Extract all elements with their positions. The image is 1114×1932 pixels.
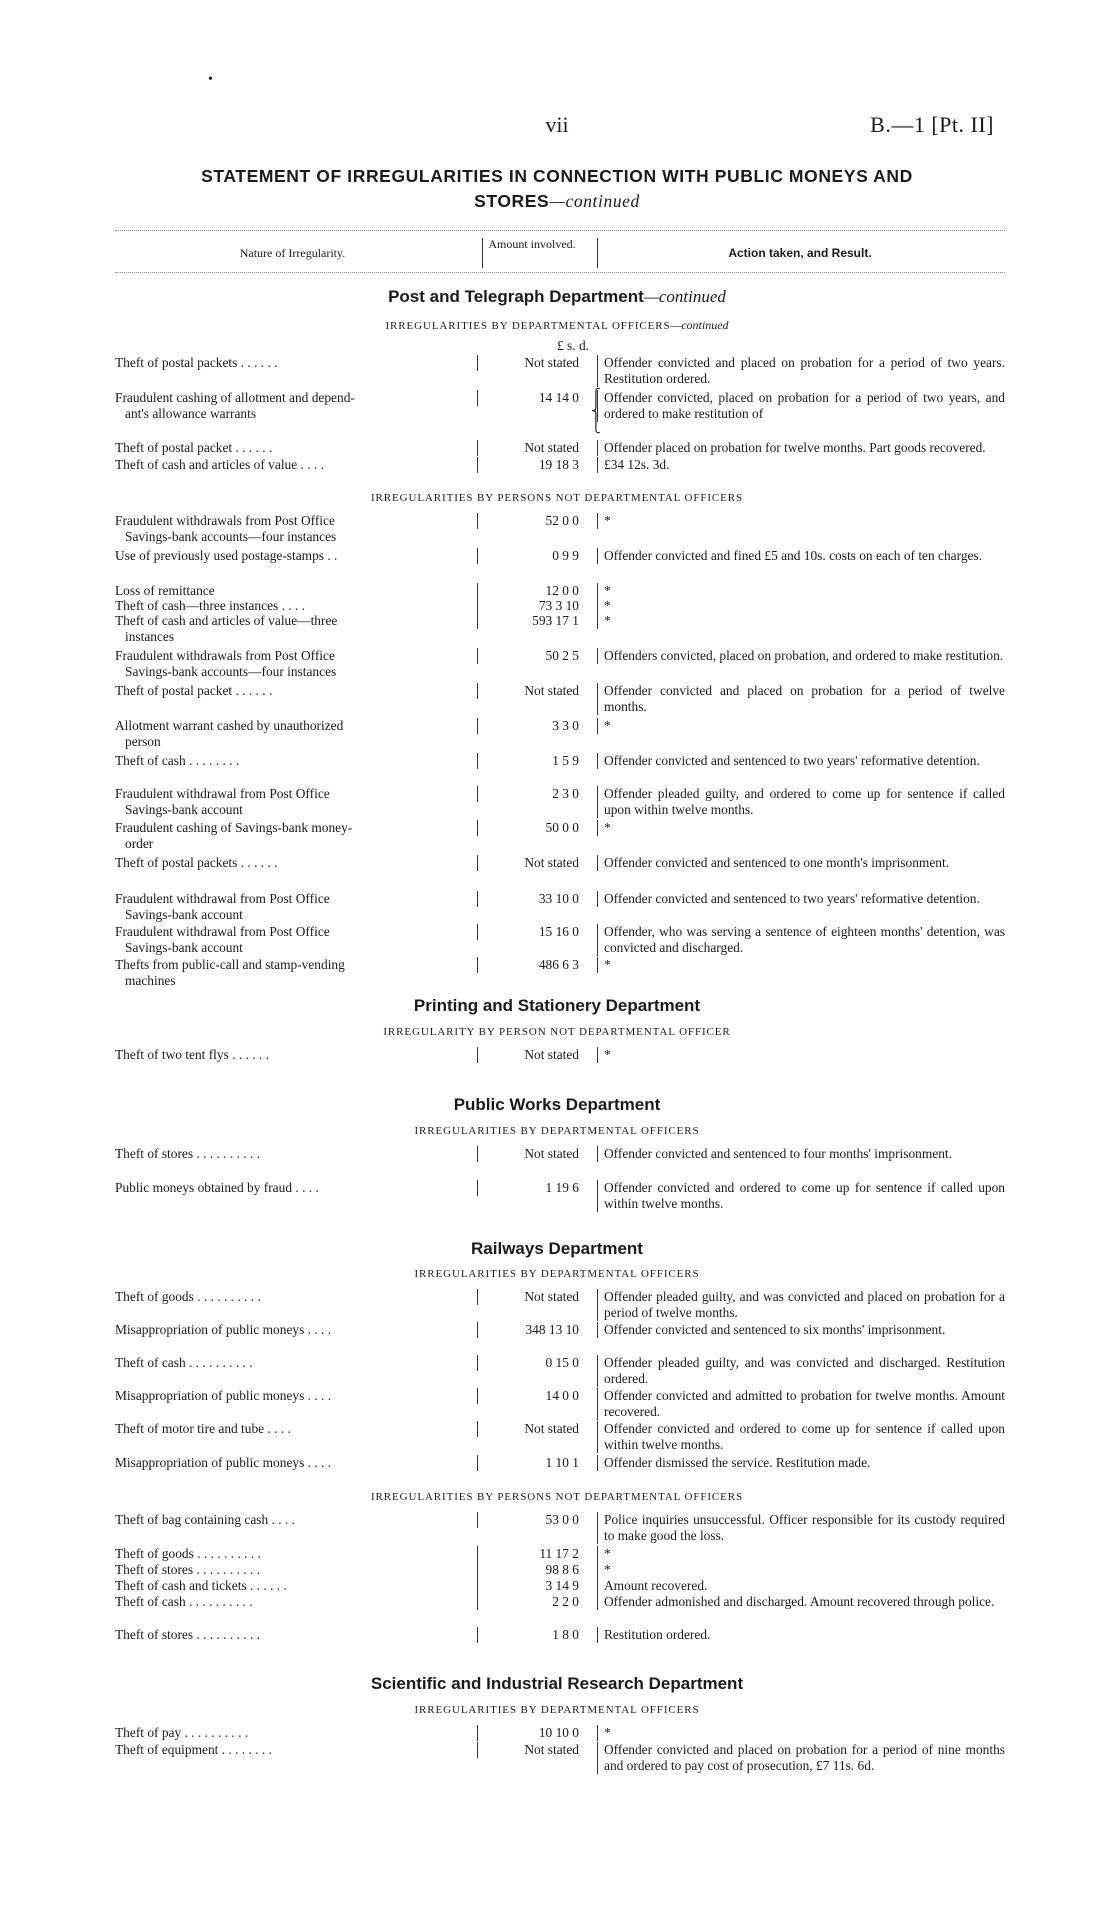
action-result: Offenders convicted, placed on probation, and ordered to make restitution. [597,648,1005,664]
nature-line: Use of previously used postage-stamps . . [115,548,338,563]
irregularity-nature [115,390,473,422]
amount-involved: 10 10 0 [477,1725,589,1741]
nature-line: Theft of pay . . . . . . . . . . [115,1725,249,1740]
irregularity-nature [115,718,473,750]
action-result: Offender convicted and sentenced to two years' reformative detention. [597,891,1005,907]
action-result: * [597,613,1005,629]
nature-line: Fraudulent withdrawals from Post Office [115,513,335,528]
action-result: £34 12s. 3d. [597,457,1005,473]
irregularity-nature [115,1047,473,1063]
irregularity-nature [115,1455,473,1471]
nature-line: Theft of motor tire and tube . . . . [115,1421,291,1436]
amount-involved: 73 3 10 [477,598,589,614]
action-result: Offender convicted and placed on probation for a period of two years. Restitution ordered. [597,355,1005,387]
header-rule-bottom [115,272,1005,273]
nature-line: machines [125,973,176,988]
section-heading: Scientific and Industrial Research Department [370,1674,744,1693]
title-line-1: STATEMENT OF IRREGULARITIES IN CONNECTION WITH PUBLIC MONEYS AND [201,166,913,186]
nature-line: Theft of cash—three instances . . . . [115,598,306,613]
irregularity-nature [115,1289,473,1305]
action-result: Offender convicted and ordered to come up for sentence if called upon within twelve months. [597,1421,1005,1453]
irregularity-nature [115,683,473,699]
amount-involved: 3 3 0 [477,718,589,734]
action-result: * [597,718,1005,734]
nature-line: Fraudulent cashing of allotment and depend- [115,390,355,405]
grouping-brace: ⎧ ⎨ ⎩ [591,388,601,433]
irregularity-nature [115,1421,473,1437]
irregularity-nature [115,820,473,852]
nature-line: person [125,734,161,749]
amount-involved: 1 8 0 [477,1627,589,1643]
nature-line: Theft of goods . . . . . . . . . . [115,1289,261,1304]
irregularity-nature [115,855,473,871]
irregularity-nature [115,1562,473,1578]
section-heading [0,287,1114,307]
irregularity-nature [115,440,473,456]
section-heading-continued: —continued [643,287,726,306]
subheading-text: IRREGULARITIES BY DEPARTMENTAL OFFICERS [385,320,671,332]
amount-involved: Not stated [477,355,589,371]
action-result: Offender convicted and placed on probation for a period of nine months and ordered to pay cost of prosecution, £7 11s. 6d. [597,1742,1005,1774]
irregularity-nature [115,1146,473,1162]
amount-involved: 0 15 0 [477,1355,589,1371]
action-result: * [597,957,1005,973]
amount-involved: Not stated [477,1742,589,1758]
title-line-2-text: STORES [474,191,550,211]
action-result: Offender convicted and placed on probation for a period of twelve months. [597,683,1005,715]
amount-involved: Not stated [477,1146,589,1162]
nature-line: Fraudulent withdrawal from Post Office [115,924,330,939]
section-heading: Printing and Stationery Department [413,996,701,1015]
nature-line: Theft of cash and articles of value . . . . [115,457,324,472]
irregularity-nature [115,1627,473,1643]
section-subheading: IRREGULARITIES BY DEPARTMENTAL OFFICERS [414,1268,700,1280]
action-result: Amount recovered. [597,1578,1005,1594]
page-number: vii [545,112,569,137]
section-subheading: IRREGULARITIES BY DEPARTMENTAL OFFICERS [414,1704,700,1716]
irregularity-nature [115,513,473,545]
nature-line: Misappropriation of public moneys . . . . [115,1388,332,1403]
amount-involved: 52 0 0 [477,513,589,529]
amount-involved: 1 19 6 [477,1180,589,1196]
currency-units: £ s. d. [557,338,589,353]
nature-line: Theft of postal packet . . . . . . [115,683,273,698]
action-result: Police inquiries unsuccessful. Officer responsible for its custody required to make good the loss. [597,1512,1005,1544]
nature-line: instances [125,629,175,644]
column-header-amount: Amount involved. [488,237,576,251]
section-subheading: IRREGULARITIES BY PERSONS NOT DEPARTMENTAL OFFICERS [370,492,744,504]
column-divider [597,238,598,268]
title-line-2 [110,189,1004,214]
action-result: * [597,513,1005,529]
column-header-action: Action taken, and Result. [728,246,872,260]
nature-line: order [125,836,154,851]
action-result: Offender admonished and discharged. Amount recovered through police. [597,1594,1005,1610]
action-result: Offender convicted and admitted to probation for twelve months. Amount recovered. [597,1388,1005,1420]
nature-line: Theft of cash . . . . . . . . . . [115,1355,253,1370]
irregularity-nature [115,1512,473,1528]
action-result: Offender convicted and ordered to come up for sentence if called upon within twelve months. [597,1180,1005,1212]
amount-involved: 1 10 1 [477,1455,589,1471]
irregularity-nature [115,548,473,564]
section-subheading [0,318,1114,333]
nature-line: Misappropriation of public moneys . . . . [115,1322,332,1337]
amount-involved: 14 14 0 [477,390,589,406]
irregularity-nature [115,1180,473,1196]
action-result: Offender convicted and sentenced to six months' imprisonment. [597,1322,1005,1338]
action-result: * [597,598,1005,614]
irregularity-nature [115,957,473,989]
irregularity-nature [115,1594,473,1610]
action-result: Offender placed on probation for twelve months. Part goods recovered. [597,440,1005,456]
amount-involved: Not stated [477,683,589,699]
amount-involved: 98 8 6 [477,1562,589,1578]
action-result: * [597,1562,1005,1578]
nature-line: Public moneys obtained by fraud . . . . [115,1180,319,1195]
nature-line: Theft of bag containing cash . . . . [115,1512,295,1527]
action-result: Offender, who was serving a sentence of eighteen months' detention, was convicted and discharged. [597,924,1005,956]
action-result: * [597,1546,1005,1562]
amount-involved: Not stated [477,440,589,456]
amount-involved: Not stated [477,855,589,871]
action-result: Offender pleaded guilty, and was convicted and discharged. Restitution ordered. [597,1355,1005,1387]
irregularity-nature [115,1355,473,1371]
nature-line: Theft of postal packets . . . . . . [115,355,278,370]
nature-line: ant's allowance warrants [125,406,257,421]
nature-line: Theft of cash and articles of value—three [115,613,338,628]
amount-involved: Not stated [477,1047,589,1063]
irregularity-nature [115,786,473,818]
section-subheading: IRREGULARITIES BY DEPARTMENTAL OFFICERS [414,1125,700,1137]
action-result: Offender convicted, placed on probation for a period of two years, and ordered to make restitution of [597,390,1005,422]
irregularity-nature [115,924,473,956]
nature-line: Theft of cash . . . . . . . . [115,753,240,768]
irregularity-nature [115,457,473,473]
action-result: Offender dismissed the service. Restitution made. [597,1455,1005,1471]
amount-involved: 50 2 5 [477,648,589,664]
action-result: Offender convicted and sentenced to one month's imprisonment. [597,855,1005,871]
irregularity-nature [115,1578,473,1594]
irregularity-nature [115,355,473,371]
section-subheading: IRREGULARITIES BY PERSONS NOT DEPARTMENTAL OFFICERS [370,1491,744,1503]
nature-line: Theft of cash . . . . . . . . . . [115,1594,253,1609]
nature-line: Theft of goods . . . . . . . . . . [115,1546,261,1561]
irregularity-nature [115,1725,473,1741]
nature-line: Fraudulent withdrawal from Post Office [115,891,330,906]
nature-line: Theft of stores . . . . . . . . . . [115,1146,261,1161]
nature-line: Theft of two tent flys . . . . . . [115,1047,269,1062]
nature-line: Savings-bank accounts—four instances [125,529,337,544]
nature-line: Theft of postal packet . . . . . . [115,440,273,455]
irregularity-nature [115,583,473,599]
irregularity-nature [115,1546,473,1562]
amount-involved: Not stated [477,1421,589,1437]
nature-line: Loss of remittance [115,583,215,598]
amount-involved: 2 2 0 [477,1594,589,1610]
nature-line: Theft of cash and tickets . . . . . . [115,1578,287,1593]
nature-line: Savings-bank account [125,802,243,817]
action-result: * [597,583,1005,599]
amount-involved: 33 10 0 [477,891,589,907]
amount-involved: 0 9 9 [477,548,589,564]
amount-involved: 19 18 3 [477,457,589,473]
section-subheading: IRREGULARITY BY PERSON NOT DEPARTMENTAL OFFICER [383,1026,731,1038]
section-heading: Railways Department [471,1239,643,1258]
action-result: * [597,820,1005,836]
amount-involved: 593 17 1 [477,613,589,629]
header-rule-top [115,230,1005,231]
amount-involved: 50 0 0 [477,820,589,836]
irregularity-nature [115,1322,473,1338]
action-result: Restitution ordered. [597,1627,1005,1643]
action-result: Offender convicted and fined £5 and 10s. costs on each of ten charges. [597,548,1005,564]
irregularity-nature [115,648,473,680]
subheading-continued: —continued [670,318,729,332]
nature-line: Fraudulent withdrawals from Post Office [115,648,335,663]
nature-line: Theft of stores . . . . . . . . . . [115,1627,261,1642]
column-divider [482,238,483,268]
irregularity-nature [115,1742,473,1758]
irregularity-nature [115,753,473,769]
amount-involved: Not stated [477,1289,589,1305]
action-result: * [597,1047,1005,1063]
nature-line: Misappropriation of public moneys . . . . [115,1455,332,1470]
action-result: Offender convicted and sentenced to four months' imprisonment. [597,1146,1005,1162]
amount-involved: 14 0 0 [477,1388,589,1404]
irregularity-nature [115,1388,473,1404]
document-reference: B.—1 [Pt. II] [870,112,994,137]
action-result: Offender pleaded guilty, and was convicted and placed on probation for a period of twelve months. [597,1289,1005,1321]
statement-title [110,164,1004,214]
amount-involved: 486 6 3 [477,957,589,973]
amount-involved: 11 17 2 [477,1546,589,1562]
nature-line: Savings-bank account [125,907,243,922]
section-heading: Public Works Department [453,1095,661,1114]
amount-involved: 348 13 10 [477,1322,589,1338]
amount-involved: 15 16 0 [477,924,589,940]
nature-line: Theft of postal packets . . . . . . [115,855,278,870]
nature-line: Theft of equipment . . . . . . . . [115,1742,272,1757]
nature-line: Allotment warrant cashed by unauthorized [115,718,344,733]
title-continued: —continued [549,191,640,211]
nature-line: Savings-bank account [125,940,243,955]
irregularity-nature [115,613,473,645]
action-result: Offender convicted and sentenced to two years' reformative detention. [597,753,1005,769]
irregularity-nature [115,598,473,614]
nature-line: Fraudulent cashing of Savings-bank money- [115,820,353,835]
action-result: Offender pleaded guilty, and ordered to come up for sentence if called upon within twelve months. [597,786,1005,818]
nature-line: Fraudulent withdrawal from Post Office [115,786,330,801]
amount-involved: 1 5 9 [477,753,589,769]
nature-line: Theft of stores . . . . . . . . . . [115,1562,261,1577]
amount-involved: 3 14 9 [477,1578,589,1594]
amount-involved: 53 0 0 [477,1512,589,1528]
irregularity-nature [115,891,473,923]
nature-line: Thefts from public-call and stamp-vending [115,957,345,972]
column-header-nature: Nature of Irregularity. [239,246,346,260]
page-mark: • [208,72,213,87]
action-result: * [597,1725,1005,1741]
nature-line: Savings-bank accounts—four instances [125,664,337,679]
section-heading-text: Post and Telegraph Department [388,287,644,306]
amount-involved: 2 3 0 [477,786,589,802]
amount-involved: 12 0 0 [477,583,589,599]
